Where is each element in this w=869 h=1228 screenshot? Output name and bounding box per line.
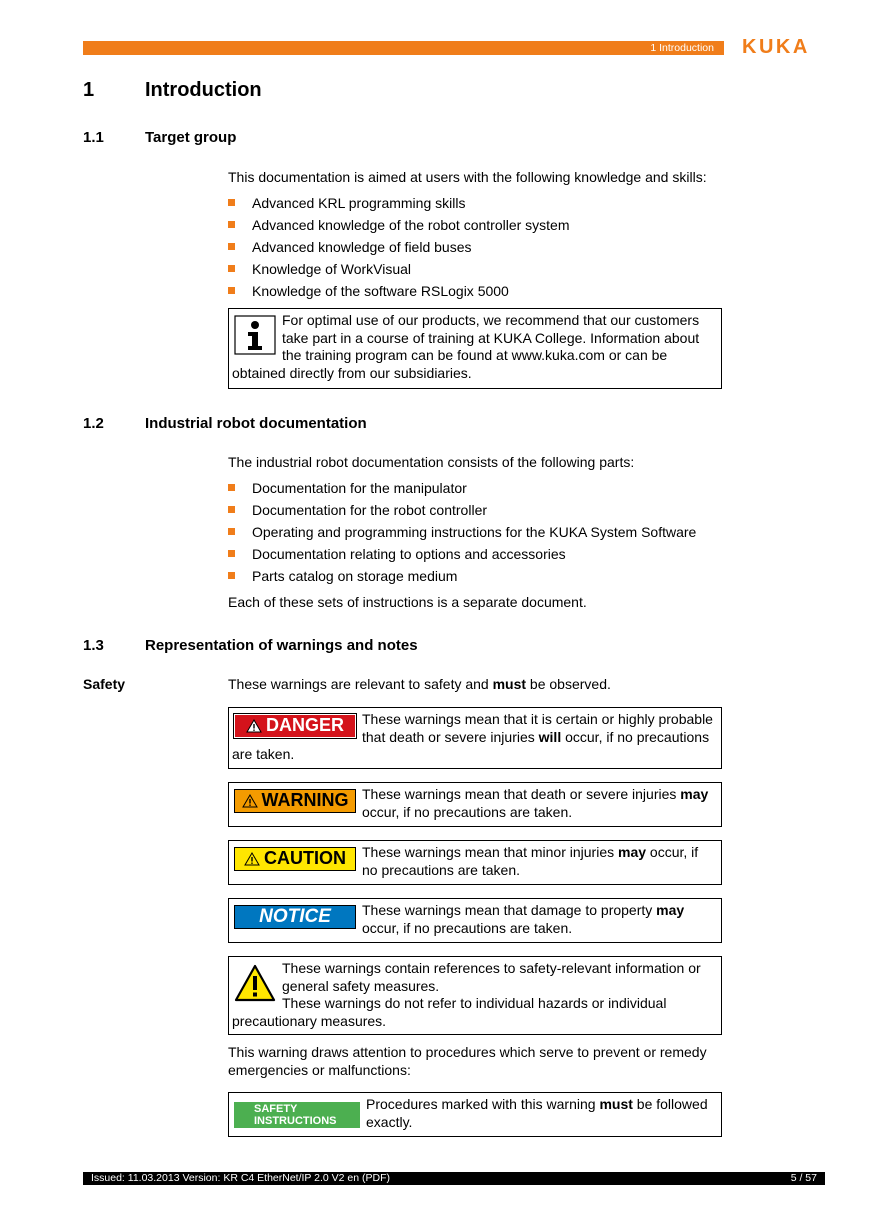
list-item: Knowledge of WorkVisual <box>228 260 570 282</box>
list-item: Documentation for the manipulator <box>228 479 696 501</box>
kuka-logo: KUKA <box>742 36 810 58</box>
target-group-intro: This documentation is aimed at users with the following knowledge and skills: <box>228 169 707 185</box>
documentation-list <box>228 479 696 589</box>
caution-text-post: occur, if no precautions are taken. <box>362 844 699 878</box>
notice-box <box>228 898 722 943</box>
chapter-title: Introduction <box>145 79 262 101</box>
margin-label-safety: Safety <box>83 676 126 692</box>
danger-text-post: occur, if no precautions are taken. <box>232 728 710 762</box>
safety-instructions-label-1: SAFETY <box>254 1103 298 1115</box>
safety-instructions-text-post: be followed exactly. <box>366 1096 708 1130</box>
caution-box <box>228 840 722 885</box>
emergency-intro: This warning draws attention to procedures which serve to prevent or remedy emergencies or malfunctions: <box>228 1044 707 1078</box>
caution-signal <box>234 847 356 871</box>
info-icon <box>234 315 276 360</box>
section-number-1-1: 1.1 <box>83 129 104 146</box>
danger-box <box>228 707 722 769</box>
warning-triangle-icon <box>242 794 258 808</box>
target-group-list <box>228 194 570 304</box>
notice-label: NOTICE <box>259 906 331 928</box>
documentation-intro: The industrial robot documentation consists of the following parts: <box>228 454 635 470</box>
warning-text-pre: These warnings mean that death or severe injuries <box>362 786 681 802</box>
list-item: Parts catalog on storage medium <box>228 567 696 589</box>
list-item: Operating and programming instructions for the KUKA System Software <box>228 523 696 545</box>
notice-text-post: occur, if no precautions are taken. <box>362 919 573 936</box>
safety-instructions-text-bold: must <box>599 1096 633 1112</box>
caution-text-bold: may <box>618 844 647 860</box>
list-item: Documentation relating to options and accessories <box>228 545 696 567</box>
safety-instructions-label-2: INSTRUCTIONS <box>254 1115 337 1127</box>
safety-intro-post: be observed. <box>526 676 611 692</box>
warning-triangle-icon <box>244 852 260 866</box>
header-chapter: 1 Introduction <box>650 42 714 54</box>
chapter-number: 1 <box>83 79 95 101</box>
warning-box <box>228 782 722 827</box>
documentation-outro: Each of these sets of instructions is a separate document. <box>228 594 587 610</box>
list-item: Advanced knowledge of field buses <box>228 238 570 260</box>
list-item: Knowledge of the software RSLogix 5000 <box>228 282 570 304</box>
general-note-line1: These warnings contain references to safety-relevant information or general safety measures. <box>282 960 701 994</box>
safety-intro-bold: must <box>492 676 527 692</box>
safety-intro <box>228 675 611 693</box>
section-title-1-2: Industrial robot documentation <box>145 415 367 432</box>
safety-instructions-signal <box>234 1102 360 1128</box>
warning-triangle-icon <box>246 719 262 733</box>
list-item: Advanced KRL programming skills <box>228 194 570 216</box>
danger-text-bold: will <box>538 728 562 745</box>
danger-label: DANGER <box>265 715 344 736</box>
warning-signal <box>234 789 356 813</box>
danger-signal <box>234 714 356 738</box>
list-item: Advanced knowledge of the robot controller system <box>228 216 570 238</box>
footer-issued: Issued: 11.03.2013 Version: KR C4 EtherNet/IP 2.0 V2 en (PDF) <box>91 1172 391 1184</box>
caution-text-pre: These warnings mean that minor injuries <box>362 844 619 860</box>
header-bar <box>83 41 724 55</box>
general-warning-icon <box>234 963 276 1008</box>
section-number-1-2: 1.2 <box>83 415 104 432</box>
warning-text-bold: may <box>680 786 709 802</box>
info-box-text: For optimal use of our products, we recommend that our customers take part in a course of training at KUKA College. Information about the training program can be found at www.kuka.com or can be obtained directly from our subsidiaries. <box>232 312 700 381</box>
section-number-1-3: 1.3 <box>83 637 104 654</box>
safety-instructions-box <box>228 1092 722 1137</box>
danger-text-pre: These warnings mean that it is certain or highly probable that death or severe injuries <box>362 711 713 745</box>
safety-instructions-text-pre: Procedures marked with this warning <box>366 1096 600 1112</box>
notice-text-pre: These warnings mean that damage to property <box>362 902 657 918</box>
warning-label: WARNING <box>261 790 349 811</box>
general-note-box <box>228 956 722 1035</box>
notice-signal <box>234 905 356 929</box>
page-number: 5 / 57 <box>790 1172 817 1184</box>
notice-text-bold: may <box>656 902 685 918</box>
list-item: Documentation for the robot controller <box>228 501 696 523</box>
caution-label: CAUTION <box>264 848 346 869</box>
general-note-line2: These warnings do not refer to individual hazards or individual precautionary measures. <box>232 995 667 1029</box>
safety-intro-pre: These warnings are relevant to safety and <box>228 676 493 692</box>
section-title-1-3: Representation of warnings and notes <box>145 637 418 654</box>
info-box <box>228 308 722 389</box>
section-title-1-1: Target group <box>145 129 237 146</box>
warning-text-post: occur, if no precautions are taken. <box>362 803 573 820</box>
